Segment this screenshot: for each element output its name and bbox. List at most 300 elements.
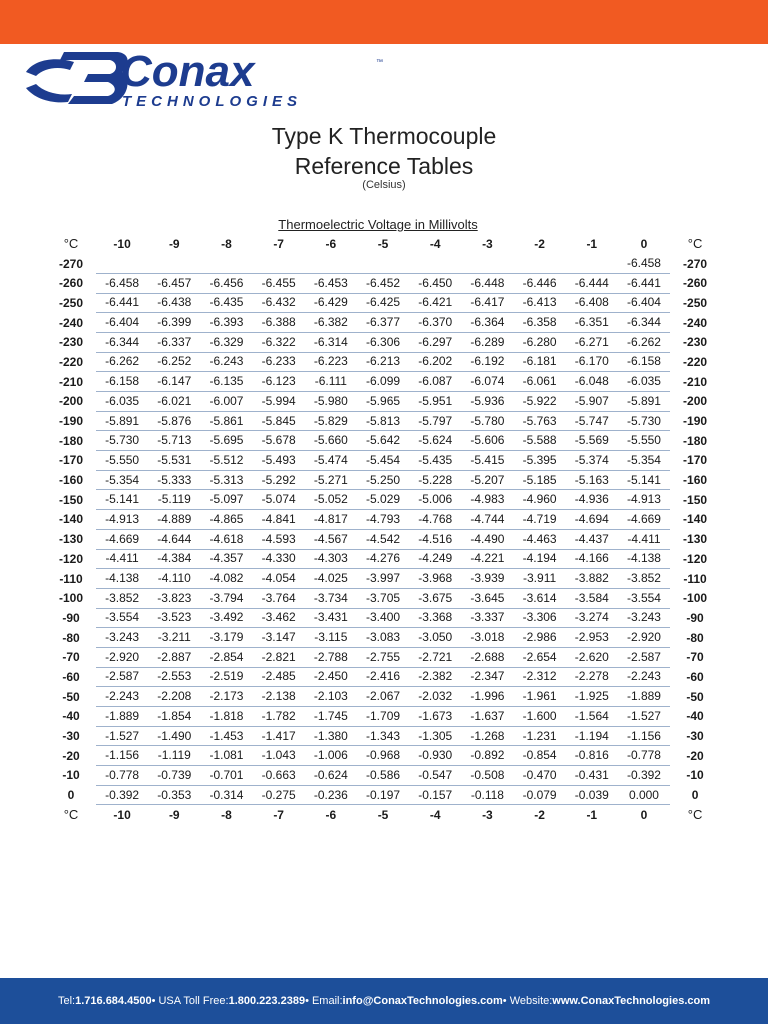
- table-cell: -2.755: [366, 649, 401, 664]
- table-cell: -5.713: [157, 433, 192, 448]
- table-row: [46, 392, 726, 412]
- column-header: -9: [168, 236, 180, 251]
- table-row: [46, 588, 726, 608]
- row-temp-left: -60: [62, 669, 80, 684]
- table-cell: -6.170: [574, 354, 609, 369]
- table-cell: -2.243: [626, 669, 661, 684]
- table-cell: -6.358: [522, 315, 557, 330]
- column-footer: -7: [273, 807, 284, 822]
- table-cell: -6.262: [105, 354, 140, 369]
- table-cell: -4.841: [261, 511, 296, 526]
- table-cell: -1.231: [522, 728, 557, 743]
- row-values: [96, 312, 670, 333]
- table-cell: -0.392: [105, 787, 140, 802]
- table-cell: -2.620: [574, 649, 609, 664]
- table-footer-row: [46, 805, 726, 825]
- table-cell: -6.111: [314, 374, 347, 389]
- table-cell: -5.531: [157, 452, 192, 467]
- table-cell: -6.123: [261, 374, 296, 389]
- table-cell: -4.889: [157, 511, 192, 526]
- table-cell: -3.645: [470, 590, 505, 605]
- tollfree-label: • USA Toll Free:: [151, 995, 229, 1007]
- row-values: [96, 293, 670, 314]
- table-cell: -3.968: [418, 571, 453, 586]
- row-temp-right: -240: [683, 315, 708, 330]
- table-cell: -6.252: [157, 354, 192, 369]
- column-footer: -2: [534, 807, 545, 822]
- table-row: [46, 667, 726, 687]
- table-cell: -1.417: [261, 728, 296, 743]
- row-values: [96, 509, 670, 530]
- table-cell: -3.274: [574, 610, 609, 625]
- table-cell: -2.688: [470, 649, 505, 664]
- column-footer: -1: [586, 807, 598, 822]
- row-temp-left: -130: [58, 532, 84, 547]
- table-cell: -6.306: [366, 334, 401, 349]
- table-row: [46, 372, 726, 392]
- table-cell: -4.960: [522, 492, 557, 507]
- table-row: [46, 687, 726, 707]
- row-temp-right: -70: [686, 650, 704, 665]
- table-cell: -1.305: [418, 728, 453, 743]
- row-temp-right: -80: [686, 630, 704, 645]
- row-temp-right: -110: [683, 571, 707, 586]
- table-cell: -2.032: [418, 689, 453, 704]
- table-cell: 0.000: [628, 787, 659, 802]
- table-cell: -4.303: [313, 551, 348, 566]
- table-cell: -5.029: [366, 492, 401, 507]
- row-values: [96, 529, 670, 550]
- table-cell: -2.243: [105, 689, 140, 704]
- table-cell: -3.614: [522, 590, 557, 605]
- table-cell: -0.431: [574, 767, 609, 782]
- tollfree-number: 1.800.223.2389: [228, 995, 306, 1007]
- table-cell: -6.035: [105, 393, 140, 408]
- table-cell: -2.654: [522, 649, 557, 664]
- table-cell: -5.660: [313, 433, 348, 448]
- table-cell: -3.337: [470, 610, 505, 625]
- table-row: [46, 628, 726, 648]
- table-row: [46, 411, 726, 431]
- top-accent-bar: [0, 0, 768, 44]
- table-cell: -2.173: [209, 689, 244, 704]
- row-temp-left: -240: [58, 315, 84, 330]
- table-cell: -6.404: [626, 295, 661, 310]
- table-cell: -6.446: [522, 275, 557, 290]
- row-temp-left: -160: [58, 473, 84, 488]
- column-header: -3: [482, 236, 493, 251]
- row-temp-left: -180: [58, 433, 84, 448]
- column-header: -2: [534, 236, 545, 251]
- table-cell: -6.048: [574, 374, 609, 389]
- footer-corner-right: °C: [687, 807, 703, 823]
- table-cell: -6.417: [470, 295, 505, 310]
- table-cell: -3.018: [470, 630, 505, 645]
- table-cell: -3.823: [157, 590, 192, 605]
- table-cell: -4.276: [366, 551, 401, 566]
- table-cell: -0.930: [418, 748, 453, 763]
- row-temp-left: -210: [58, 374, 84, 389]
- table-cell: -2.138: [261, 689, 296, 704]
- table-cell: -5.980: [313, 393, 348, 408]
- table-cell: -5.588: [522, 433, 557, 448]
- row-values: [96, 332, 670, 353]
- table-cell: -5.074: [261, 492, 296, 507]
- table-cell: -6.413: [522, 295, 557, 310]
- table-cell: -5.163: [574, 472, 609, 487]
- table-row: [46, 647, 726, 667]
- table-cell: -6.337: [157, 334, 192, 349]
- table-cell: -4.166: [574, 551, 609, 566]
- table-cell: -4.330: [261, 551, 296, 566]
- table-cell: -5.435: [418, 452, 453, 467]
- row-temp-right: -190: [683, 414, 708, 429]
- table-cell: -5.512: [209, 452, 244, 467]
- table-cell: -6.314: [313, 334, 348, 349]
- table-cell: -6.344: [105, 334, 140, 349]
- table-row: [46, 608, 726, 628]
- row-temp-right: -270: [683, 256, 708, 271]
- table-cell: -3.523: [157, 610, 192, 625]
- table-cell: -3.492: [209, 610, 244, 625]
- table-cell: -6.351: [574, 315, 609, 330]
- table-cell: -6.280: [522, 334, 557, 349]
- row-values: [96, 627, 670, 648]
- table-cell: -2.278: [574, 669, 609, 684]
- table-cell: -1.854: [157, 708, 192, 723]
- column-header: -1: [586, 236, 598, 251]
- table-cell: -5.395: [522, 452, 557, 467]
- table-cell: -3.243: [105, 630, 140, 645]
- table-row: [46, 510, 726, 530]
- table-cell: -3.243: [626, 610, 661, 625]
- table-row: [46, 293, 726, 313]
- table-cell: -0.353: [157, 787, 192, 802]
- table-cell: -2.519: [209, 669, 244, 684]
- table-cell: -4.025: [313, 571, 348, 586]
- row-temp-left: -80: [62, 630, 80, 645]
- tel-number: 1.716.684.4500: [75, 995, 152, 1007]
- table-cell: -5.374: [574, 452, 609, 467]
- table-cell: -4.936: [574, 492, 609, 507]
- table-cell: -5.415: [470, 452, 505, 467]
- table-cell: -1.996: [470, 689, 505, 704]
- row-temp-left: -230: [58, 335, 84, 350]
- row-temp-left: -20: [62, 748, 80, 763]
- table-cell: -1.745: [313, 708, 348, 723]
- table-cell: -2.103: [313, 689, 348, 704]
- table-cell: -5.250: [366, 472, 401, 487]
- row-temp-right: -230: [683, 335, 708, 350]
- email-link[interactable]: info@ConaxTechnologies.com: [342, 995, 503, 1007]
- table-cell: -1.194: [574, 728, 609, 743]
- row-values: [96, 430, 670, 451]
- table-cell: -3.882: [574, 571, 609, 586]
- table-row: [46, 549, 726, 569]
- table-cell: -6.147: [157, 374, 192, 389]
- website-link[interactable]: www.ConaxTechnologies.com: [552, 995, 710, 1007]
- table-cell: -2.553: [157, 669, 192, 684]
- table-cell: -4.249: [418, 551, 453, 566]
- table-cell: -4.463: [522, 531, 557, 546]
- table-cell: -5.763: [522, 413, 557, 428]
- row-temp-left: -40: [62, 709, 80, 724]
- table-cell: -0.314: [209, 787, 244, 802]
- table-cell: -0.547: [418, 767, 453, 782]
- table-cell: -5.606: [470, 433, 505, 448]
- row-temp-right: -180: [683, 433, 708, 448]
- table-cell: -0.892: [470, 748, 505, 763]
- table-cell: -4.082: [209, 571, 244, 586]
- row-values: [96, 765, 670, 786]
- row-temp-right: -220: [683, 354, 708, 369]
- table-cell: -3.115: [314, 630, 348, 645]
- table-cell: -2.953: [574, 630, 609, 645]
- column-footer: 0: [640, 807, 648, 822]
- row-values: [96, 745, 670, 766]
- table-cell: -5.354: [626, 452, 661, 467]
- table-cell: -2.067: [366, 689, 401, 704]
- table-cell: -4.644: [157, 531, 192, 546]
- table-caption: Thermoelectric Voltage in Millivolts: [278, 217, 478, 232]
- table-cell: -0.854: [522, 748, 557, 763]
- table-cell: -4.593: [261, 531, 296, 546]
- table-cell: -5.292: [261, 472, 296, 487]
- table-cell: -0.778: [105, 767, 140, 782]
- table-cell: -6.322: [261, 334, 296, 349]
- table-cell: -0.275: [261, 787, 296, 802]
- table-cell: -4.719: [522, 511, 557, 526]
- table-cell: -6.181: [522, 354, 557, 369]
- table-cell: -0.118: [470, 787, 504, 802]
- table-cell: -4.669: [626, 511, 661, 526]
- table-cell: -2.920: [105, 649, 140, 664]
- table-cell: -1.380: [313, 728, 348, 743]
- row-values: [96, 253, 670, 274]
- table-cell: -0.739: [157, 767, 192, 782]
- table-cell: -4.865: [209, 511, 244, 526]
- row-temp-right: -90: [686, 610, 704, 625]
- table-cell: -3.764: [261, 590, 296, 605]
- row-values: [96, 667, 670, 688]
- table-cell: -4.411: [105, 551, 139, 566]
- row-values: [96, 489, 670, 510]
- table-cell: -3.852: [626, 571, 661, 586]
- table-cell: -4.437: [574, 531, 609, 546]
- table-cell: -6.061: [522, 374, 557, 389]
- table-cell: -5.550: [105, 452, 140, 467]
- row-temp-left: -120: [58, 551, 84, 566]
- table-cell: -4.138: [105, 571, 140, 586]
- row-values: [96, 647, 670, 668]
- table-cell: -3.462: [261, 610, 296, 625]
- row-temp-right: -260: [683, 276, 708, 291]
- table-row: [46, 490, 726, 510]
- table-cell: -5.797: [418, 413, 453, 428]
- table-cell: -5.119: [157, 492, 191, 507]
- column-footer: -6: [325, 807, 337, 822]
- table-cell: -0.157: [418, 787, 453, 802]
- row-temp-right: -50: [686, 689, 704, 704]
- column-header: 0: [640, 236, 648, 251]
- column-footer: -9: [168, 807, 180, 822]
- table-cell: -0.470: [522, 767, 557, 782]
- column-header: -8: [221, 236, 232, 251]
- table-cell: -4.913: [105, 511, 140, 526]
- table-cell: -2.587: [105, 669, 140, 684]
- table-cell: -0.236: [313, 787, 348, 802]
- table-cell: -5.907: [574, 393, 609, 408]
- row-temp-left: -100: [58, 591, 84, 606]
- table-row: [46, 746, 726, 766]
- row-temp-left: -260: [58, 276, 84, 291]
- column-header: -6: [325, 236, 337, 251]
- table-cell: -4.744: [470, 511, 505, 526]
- table-cell: -2.788: [313, 649, 348, 664]
- table-cell: -5.052: [313, 492, 348, 507]
- row-temp-left: -30: [62, 729, 80, 744]
- row-temp-right: -160: [683, 473, 708, 488]
- row-temp-left: -140: [58, 512, 84, 527]
- table-cell: -5.185: [522, 472, 557, 487]
- table-cell: -1.156: [626, 728, 661, 743]
- table-cell: -1.081: [209, 748, 244, 763]
- row-temp-right: -170: [683, 453, 708, 468]
- tel-label: Tel:: [57, 995, 76, 1007]
- row-temp-right: -200: [683, 394, 708, 409]
- table-cell: -6.344: [626, 315, 661, 330]
- table-cell: -1.490: [157, 728, 192, 743]
- table-cell: -3.306: [522, 610, 557, 625]
- table-row: [46, 470, 726, 490]
- table-cell: -2.416: [366, 669, 401, 684]
- row-temp-left: -200: [58, 394, 84, 409]
- table-cell: -6.458: [105, 275, 140, 290]
- table-cell: -5.829: [313, 413, 348, 428]
- table-cell: -0.968: [366, 748, 401, 763]
- row-temp-left: -250: [58, 295, 84, 310]
- table-cell: -6.452: [366, 275, 401, 290]
- table-cell: -3.554: [626, 590, 661, 605]
- table-cell: -5.141: [626, 472, 661, 487]
- table-row: [46, 352, 726, 372]
- table-cell: -2.347: [470, 669, 505, 684]
- table-cell: -6.457: [157, 275, 192, 290]
- page-title-line2: Reference Tables: [294, 153, 474, 179]
- table-cell: -5.730: [626, 413, 661, 428]
- table-cell: -4.516: [418, 531, 453, 546]
- table-cell: -6.377: [366, 315, 401, 330]
- table-cell: -1.709: [366, 708, 401, 723]
- table-cell: -5.569: [574, 433, 609, 448]
- table-cell: -4.411: [627, 531, 661, 546]
- row-values: [96, 549, 670, 570]
- row-temp-right: -130: [683, 532, 708, 547]
- table-cell: -1.119: [157, 748, 191, 763]
- table-cell: -6.444: [574, 275, 609, 290]
- table-cell: -5.876: [157, 413, 192, 428]
- table-cell: -0.039: [574, 787, 609, 802]
- table-cell: -6.158: [105, 374, 140, 389]
- table-cell: -0.586: [366, 767, 401, 782]
- row-temp-left: 0: [67, 788, 75, 803]
- column-header: -4: [429, 236, 441, 251]
- row-temp-left: -170: [58, 453, 84, 468]
- table-cell: -3.584: [574, 590, 609, 605]
- table-cell: -4.194: [522, 551, 557, 566]
- table-cell: -5.097: [209, 492, 244, 507]
- table-cell: -6.450: [418, 275, 453, 290]
- table-cell: -0.624: [313, 767, 348, 782]
- table-cell: -3.179: [209, 630, 244, 645]
- table-cell: -5.207: [470, 472, 505, 487]
- table-cell: -5.695: [209, 433, 244, 448]
- table-cell: -4.817: [313, 511, 348, 526]
- row-values: [96, 391, 670, 412]
- table-cell: -2.887: [157, 649, 192, 664]
- column-footer: -10: [113, 807, 131, 822]
- table-cell: -5.354: [105, 472, 140, 487]
- table-row: [46, 529, 726, 549]
- table-cell: -4.138: [626, 551, 661, 566]
- table-cell: -4.357: [209, 551, 244, 566]
- table-cell: -3.734: [313, 590, 348, 605]
- table-cell: -4.054: [261, 571, 296, 586]
- table-cell: -5.994: [261, 393, 296, 408]
- table-cell: -1.673: [418, 708, 453, 723]
- table-cell: -6.382: [313, 315, 348, 330]
- table-cell: -2.721: [418, 649, 453, 664]
- table-cell: -0.079: [522, 787, 557, 802]
- table-row: [46, 254, 726, 274]
- table-row: [46, 707, 726, 727]
- table-cell: -6.233: [261, 354, 296, 369]
- table-cell: -5.845: [261, 413, 296, 428]
- table-cell: -4.694: [574, 511, 609, 526]
- table-cell: -6.456: [209, 275, 244, 290]
- row-temp-right: -60: [686, 669, 704, 684]
- table-cell: -6.364: [470, 315, 505, 330]
- brand-subtitle: TECHNOLOGIES: [122, 93, 303, 110]
- row-values: [96, 726, 670, 747]
- table-cell: -0.816: [574, 748, 609, 763]
- table-cell: -4.768: [418, 511, 453, 526]
- table-cell: -1.268: [470, 728, 505, 743]
- table-cell: -5.006: [418, 492, 453, 507]
- row-values: [96, 588, 670, 609]
- row-temp-left: -110: [59, 571, 83, 586]
- table-cell: -0.508: [470, 767, 505, 782]
- table-cell: -2.382: [418, 669, 453, 684]
- table-cell: -5.813: [366, 413, 401, 428]
- row-temp-left: -190: [58, 414, 84, 429]
- row-temp-right: -150: [683, 492, 708, 507]
- table-cell: -6.271: [574, 334, 609, 349]
- table-cell: -6.202: [418, 354, 453, 369]
- table-header-row: [46, 234, 726, 254]
- table-cell: -6.099: [366, 374, 401, 389]
- table-cell: -4.669: [105, 531, 140, 546]
- table-cell: -5.550: [626, 433, 661, 448]
- row-temp-right: -100: [683, 591, 708, 606]
- row-values: [96, 706, 670, 727]
- table-row: [46, 313, 726, 333]
- header-corner-left: °C: [63, 236, 79, 252]
- table-row: [46, 332, 726, 352]
- table-cell: -5.624: [418, 433, 453, 448]
- table-cell: -6.192: [470, 354, 505, 369]
- table-cell: -5.493: [261, 452, 296, 467]
